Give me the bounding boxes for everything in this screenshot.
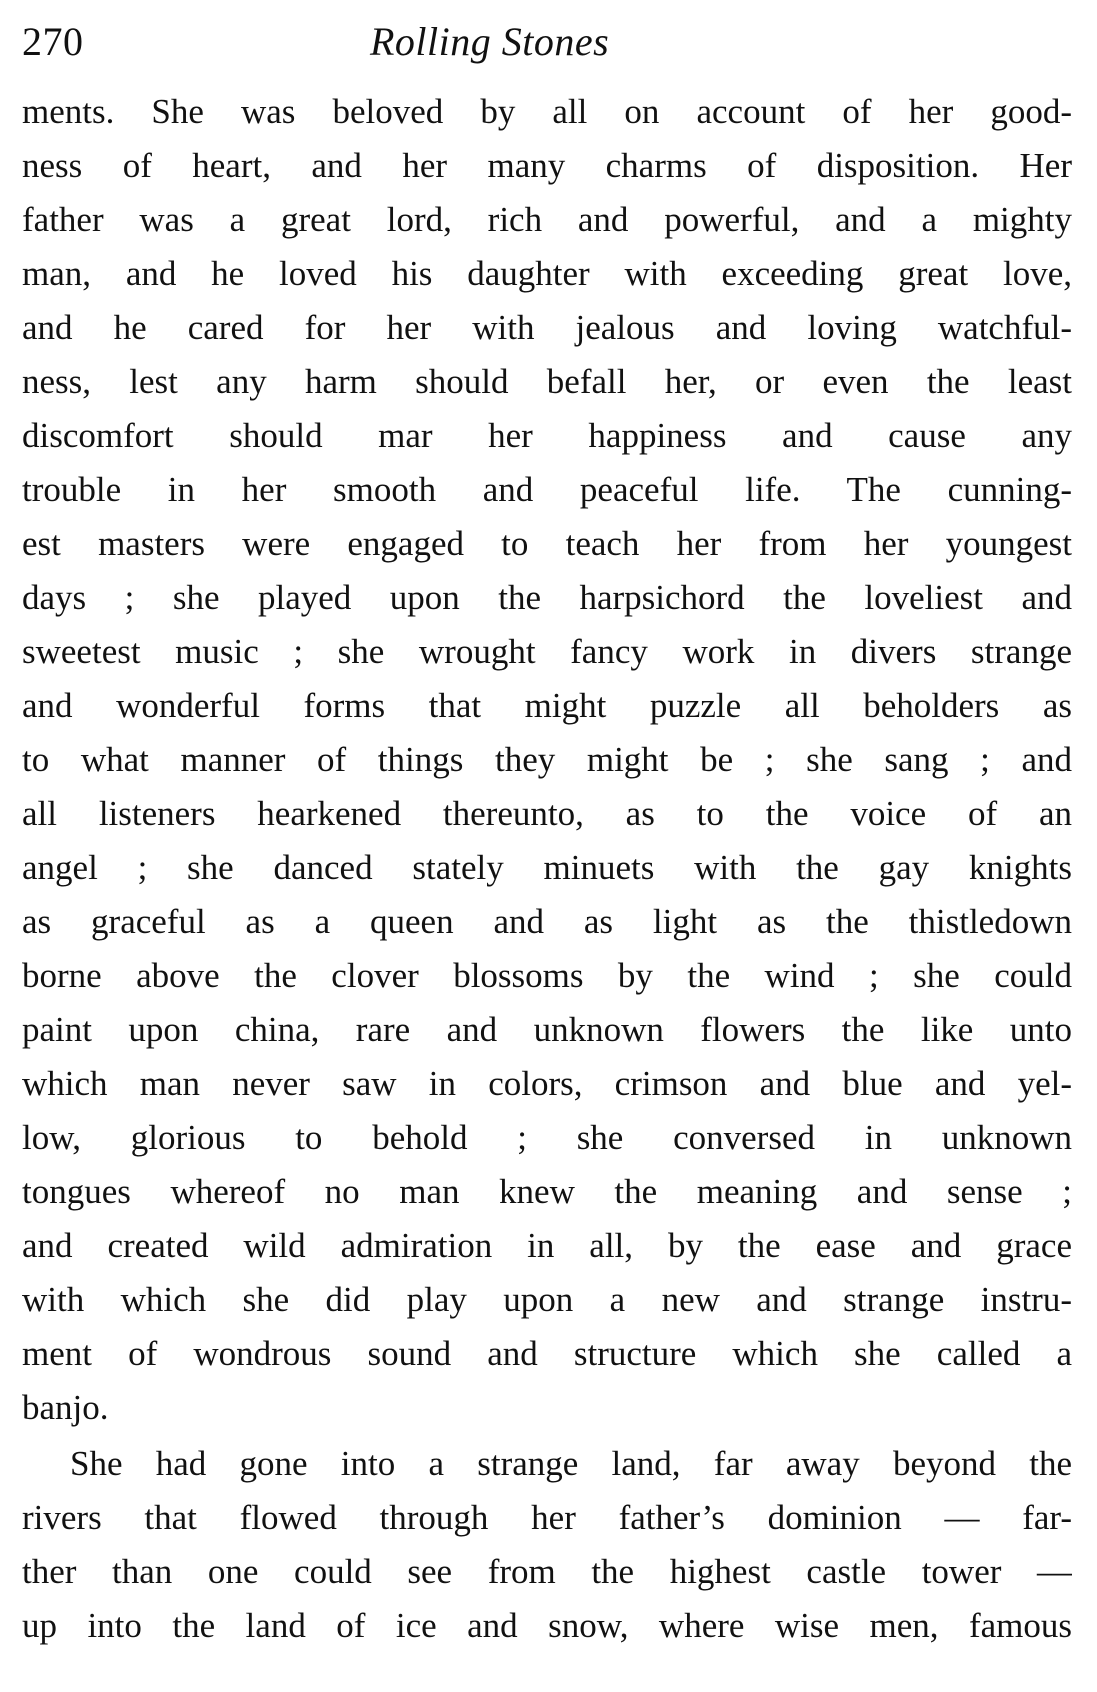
text-line: man, and he loved his daughter with exceeding great love, (22, 254, 1072, 293)
text-line: sweetest music ; she wrought fancy work in divers strange (22, 632, 1072, 671)
text-line: all listeners hearkened thereunto, as to the voice of an (22, 794, 1072, 833)
text-line: angel ; she danced stately minuets with the gay knights (22, 848, 1072, 887)
text-line: paint upon china, rare and unknown flowers the like unto (22, 1010, 1072, 1049)
text-line: with which she did play upon a new and strange instru- (22, 1280, 1072, 1319)
text-line: up into the land of ice and snow, where wise men, famous (22, 1606, 1072, 1645)
text-line: father was a great lord, rich and powerful, and a mighty (22, 200, 1072, 239)
text-line: to what manner of things they might be ; she sang ; and (22, 740, 1072, 779)
text-line: rivers that flowed through her father’s dominion — far- (22, 1498, 1072, 1537)
running-title: Rolling Stones (370, 19, 610, 64)
text-line: ment of wondrous sound and structure which she called a (22, 1334, 1072, 1373)
text-line: days ; she played upon the harpsichord the loveliest and (22, 578, 1072, 617)
text-line: and he cared for her with jealous and loving watchful- (22, 308, 1072, 347)
body-text (22, 85, 1072, 1653)
paragraph-1 (22, 85, 1072, 1435)
text-line: as graceful as a queen and as light as the thistledown (22, 902, 1072, 941)
text-line: low, glorious to behold ; she conversed in unknown (22, 1118, 1072, 1157)
text-line: est masters were engaged to teach her from her youngest (22, 524, 1072, 563)
paragraph-2 (22, 1437, 1072, 1653)
text-line: discomfort should mar her happiness and cause any (22, 416, 1072, 455)
text-line: ness, lest any harm should befall her, or even the least (22, 362, 1072, 401)
text-line: and created wild admiration in all, by the ease and grace (22, 1226, 1072, 1265)
text-line: tongues whereof no man knew the meaning and sense ; (22, 1172, 1072, 1211)
text-line: and wonderful forms that might puzzle all beholders as (22, 686, 1072, 725)
text-line: ments. She was beloved by all on account of her good- (22, 92, 1072, 131)
page-number: 270 (22, 19, 84, 64)
text-line: which man never saw in colors, crimson and blue and yel- (22, 1064, 1072, 1103)
text-line: banjo. (22, 1388, 109, 1427)
text-line: ther than one could see from the highest castle tower — (22, 1552, 1072, 1591)
text-line: She had gone into a strange land, far away beyond the (70, 1444, 1072, 1483)
text-line: trouble in her smooth and peaceful life. The cunning- (22, 470, 1072, 509)
text-line: ness of heart, and her many charms of disposition. Her (22, 146, 1072, 185)
running-head (22, 12, 1072, 72)
text-line: borne above the clover blossoms by the wind ; she could (22, 956, 1072, 995)
